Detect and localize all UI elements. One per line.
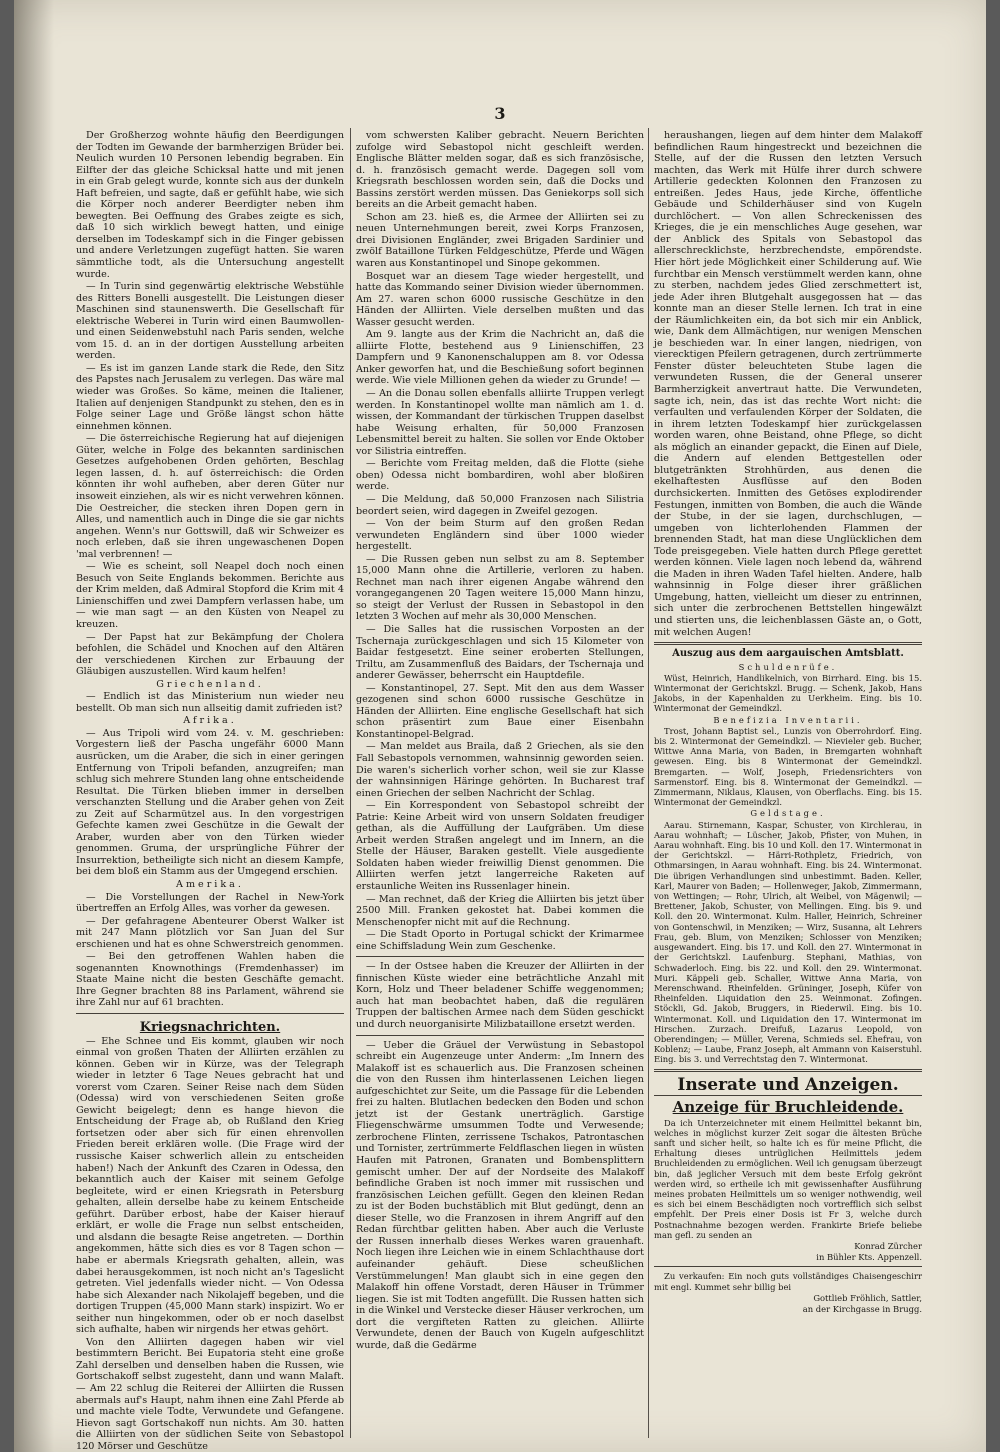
section-heading: Amerika. <box>176 879 244 890</box>
column-rule <box>350 128 351 1438</box>
article-paragraph: — Von der beim Sturm auf den großen Redan verwundeten Engländern sind über 1000 wieder hergestellt. <box>356 518 644 553</box>
divider <box>76 1013 344 1014</box>
article-paragraph: heraushangen, liegen auf dem hinter dem Malakoff befindlichen Raum hingestreckt und bezeichnen die Stelle, auf der die Russen den letzten Versuch machten, das Werk mit Hülfe ihrer durch schwere Artillerie gedeckten Kolonnen den Franzosen zu entreißen. Jedes Haus, jede Kirche, öffentliche Gebäude und Schilderhäuser sind von Kugeln durchlöchert. — Von allen Schreckenissen des Krieges, die je ein menschliches Auge gesehen, war der Anblick des Spitals von Sebastopol das allerschrecklichste, herzbrechendste, empörendste. Hier hört jede Möglichkeit einer Schilderung auf. Wie furchtbar ein Mensch verstümmelt werden kann, ohne zu sterben, nachdem jedes Glied zerschmettert ist, jede Ader ihren Blutgehalt ausgegossen hat — das konnte man an dieser Stelle lernen. Ich trat in eine der Räumlichkeiten ein, da bot sich mir ein Anblick, wie, Dank dem Allmächtigen, nur wenigen Menschen je beschieden war. In einer langen, niedrigen, von vierecktigen Pfeilern getragenen, durch zertrümmerte Fenster düster beleuchteten Stube lagen die verwundeten Russen, die der General unserer Barmherzigkeit anvertraut hatte. Die Verwundeten, sagte ich, nein, das ist das rechte Wort nicht: die verfaulten und verfaulenden Körper der Soldaten, die in ihrem letzten Todeskampf hier zurückgelassen worden waren, ohne Beistand, ohne Pflege, so dicht als möglich an einander gepackt, die Einen auf Diele, die Andern auf elenden Bettgestellen oder blutgetränkten Strohhürden, aus denen die ekelhaftesten Ausflüsse auf den Boden durchsickerten. Inmitten des Getöses explodirender Festungen, inmitten von Bomben, die auch die Wände der Stube, in der sie lagen, durchschlugen, — umgeben von lichterlohenden Flammen der brennenden Stadt, hat man diese Unglücklichen dem Tode preisgegeben. Viele hatten durch Pflege gerettet werden können. Viele lagen noch lebend da, während die Maden in ihren Waden Tafel hielten. Andere, halb wahnsinnig in Folge dieser ihrer gräßlichen Umgebung, hatten, vielleicht um dieser zu entrinnen, sich unter die zerbrochenen Bettstellen hingewälzt und stierten uns, die leichenblassen Gäste an, o Gott, mit welchen Augen! <box>654 130 922 638</box>
article-paragraph: — An die Donau sollen ebenfalls alliirte Truppen verlegt werden. In Konstantinopel wollte man nämlich am 1. d. wissen, der Kommandant der türkischen Truppen daselbst habe Weisung erhalten, für 50,000 Franzosen Lebensmittel bereit zu halten. Sie sollen vor Ende Oktober vor Silistria eintreffen. <box>356 388 644 457</box>
divider <box>356 1035 644 1036</box>
article-paragraph: — Die österreichische Regierung hat auf diejenigen Güter, welche in Folge des bekannten sardinischen Gesetzes aufgehobenen Orden gehörten, Beschlag legen lassen, d. h. auf österreichisch: die Orden könnten ihr wohl aufheben, aber deren Güter nur insoweit einziehen, als wir es nicht verwehren können. Die Oestreicher, die stecken ihren Dopen gern in Alles, und namentlich auch in Dinge die sie gar nichts angehen. Wenn's nur Gottswill, daß wir Schweizer es noch erleben, daß sie ihren ungewaschenen Dopen 'mal verbrennen! — <box>76 433 344 560</box>
newspaper-page <box>14 0 986 1452</box>
subsection-heading: Geldstage. <box>750 808 826 819</box>
article-paragraph: — Endlich ist das Ministerium nun wieder neu bestellt. Ob man sich nun allseitig damit zufrieden ist? <box>76 691 344 714</box>
advertisement-text: Da ich Unterzeichneter mit einem Heilmittel bekannt bin, welches in möglichst kurzer Zeit sogar die ältesten Brüche sanft und sicher heilt, so halte ich es für meine Pflicht, die Erhaltung dieses untrüglichen Heilmittels jedem Bruchleidenden zu ermöglichen. Weil ich genugsam überzeugt bin, daß jeglicher Versuch mit dem beste Erfolg gekrönt werden wird, so ertheile ich mit gewissenhafter Ausführung meines probaten Heilmittels um so weniger nothwendig, weil es sich bei einem Beschädigten noch vortrefflich sich selbst empfehlt. Der Preis einer Dosis ist Fr 3, welche durch Postnachnahme bezogen werden. Frankirte Briefe beliebe man gefl. zu senden an <box>654 1117 922 1240</box>
advertiser-name: Konrad Zürcher <box>854 1241 922 1252</box>
article-paragraph: — Die Russen geben nun selbst zu am 8. September 15,000 Mann ohne die Artillerie, verloren zu haben. Rechnet man nach ihrer eigenen Angabe während den vorangegangenen 20 Tagen weitere 15,000 Mann hinzu, so steigt der Verlust der Russen in Sebastopol in den letzten 3 Wochen auf mehr als 30,000 Menschen. <box>356 553 644 623</box>
article-paragraph: Der Großherzog wohnte häufig den Beerdigungen der Todten im Gewande der barmherzigen Brüder bei. Neulich wurden 10 Personen lebendig begraben. Ein Eilfter der das gleiche Schicksal hatte und mit jenen in ein Grab gelegt wurde, konnte sich aus der dunkeln Haft befreien, und sagte, daß er gefühlt habe, wie sich die Körper noch anderer Beerdigter neben ihm bewegten. Bei Oeffnung des Grabes zeigte es sich, daß 10 sich wirklich bewegt hatten, und einige derselben im Todeskampf sich in die Finger gebissen und andere Verletzungen zugefügt hatten. Sie waren sämmtliche todt, als die Untersuchung angestellt wurde. <box>76 130 344 280</box>
article-paragraph: Bosquet war an diesem Tage wieder hergestellt, und hatte das Kommando seiner Division wieder übernommen. Am 27. waren schon 6000 russische Geschütze in den Händen der Alliirten. Viele derselben mußten und das Wasser gesucht werden. <box>356 270 644 328</box>
notice-text: Aarau. Stirnemann, Kaspar, Schuster, von Kirchlerau, in Aarau wohnhaft; — Lüscher, Jakob, Pfister, von Muhen, in Aarau wohnhaft. Eing. bis 10 und Koll. den 17. Wintermonat in der Gerichtskzl. — Härri-Rothpletz, Friedrich, von Othmarsingen, in Aarau wohnhaft. Eing. bis 24. Wintermonat. Die übrigen Verhandlungen sind unbestimmt. Baden. Keller, Karl, Maurer von Baden; — Hollenweger, Jakob, Zimmermann, von Wettingen; — Rohr, Ulrich, alt Weibel, von Mägenwil; — Brettener, Jakob, Schuster, von Mellingen. Eing. bis 9. und Koll. den 20. Wintermonat. Kulm. Haller, Heinrich, Schreiner von Gontenschwil, in Menziken; — Wirz, Susanna, alt Lehrers Frau, geb. Blum, von Menziken; Schlosser von Menziken; ausgewandert. Eing. bis 17. und Koll. den 27. Wintermonat in der Gerichtskzl. Laufenburg. Stephani, Mathias, von Schwaderloch. Eing. bis 22. und Koll. den 29. Wintermonat. Muri. Käppeli geb. Schaller, Wittwe Anna Maria, von Merenschwand. Rheinfelden. Grüninger, Joseph, Küfer von Rheinfelden. Liquidation den 25. Weinmonat. Zofingen. Stöckli, Gd. Jakob, Bruggers, in Riederwil. Eing. bis 10. Wintermonat. Koll. und Liquidation den 17. Wintermonat im Hirschen. Zurzach. Dreifuß, Lazarus Leopold, von Oberendingen; — Müller, Verena, Schmieds sel. Ehefrau, von Koblenz; — Laube, Franz Joseph, alt Ammann von Kaiserstuhl. Eing. bis 3. und Verrechtstag den 7. Wintermonat. <box>654 819 922 1065</box>
page-fold-shadow <box>14 0 54 1452</box>
article-paragraph: Am 9. langte aus der Krim die Nachricht an, daß die alliirte Flotte, bestehend aus 9 Linienschiffen, 23 Dampfern und 9 Kanonenschaluppen am 8. vor Odessa Anker geworfen hat, und die Beschießung sofort beginnen werde. Wie viele Millionen gehen da wieder zu Grunde! — <box>356 329 644 387</box>
section-heading: Afrika. <box>183 715 237 727</box>
advertiser-place: an der Kirchgasse in Brugg. <box>802 1304 922 1315</box>
page-number: 3 <box>494 104 506 123</box>
article-paragraph: — Man rechnet, daß der Krieg die Alliirten bis jetzt über 2500 Mill. Franken gekostet hat. Dabei kommen die Menschenopfer nicht mit auf die Rechnung. <box>356 893 644 928</box>
subsection-heading: Schuldenrüfe. <box>738 661 838 672</box>
article-paragraph: — Der gefahragene Abenteurer Oberst Walker ist mit 247 Mann plötzlich vor San Juan del Sur erschienen und hat es ohne Schwerstreich genommen. <box>76 915 344 950</box>
section-title: Kriegsnachrichten. <box>139 1020 281 1036</box>
article-paragraph: — Berichte vom Freitag melden, daß die Flotte (siehe oben) Odessa nicht bombardiren, wohl aber bloßiren werde. <box>356 458 644 493</box>
notice-text: Wüst, Heinrich, Handlikelnich, von Birrhard. Eing. bis 15. Wintermonat der Gerichtskzl. Brugg. — Schenk, Jakob, Hans Jakobs, in der Kapenhalden zu Uerkheim. Eing. bis 10. Wintermonat der Gemeindkzl. <box>654 672 922 714</box>
section-title: Auszug aus dem aargauischen Amtsblatt. <box>672 648 904 660</box>
advertisement-text: Zu verkaufen: Ein noch guts vollständiges Chaisengeschirr mit engl. Kummet sehr billig bei <box>654 1271 922 1292</box>
article-paragraph: — In Turin sind gegenwärtig elektrische Webstühle des Ritters Bonelli ausgestellt. Die Leistungen dieser Maschinen sind staunenswerth. Die Gesellschaft für elektrische Weberei in Turin wird einen Baumwollen- und einen Seidenwebstuhl nach Paris senden, welche vom 15. d. an in der dortigen Ausstellung arbeiten werden. <box>76 281 344 362</box>
divider <box>654 1266 922 1267</box>
article-paragraph: — Die Stadt Oporto in Portugal schickt der Krimarmee eine Schiffsladung Wein zum Geschenke. <box>356 929 644 952</box>
subsection-heading: Benefizia Inventarii. <box>713 714 863 725</box>
article-paragraph: — Konstantinopel, 27. Sept. Mit den aus dem Wasser gezogenen sind schon 6000 russische Geschütze in Händen der Alliirten. Eine englische Gesellschaft hat sich schon präsentirt zum Baue einer Eisenbahn Konstantinopel-Belgrad. <box>356 682 644 740</box>
article-paragraph: — Aus Tripoli wird vom 24. v. M. geschrieben: Vorgestern ließ der Pascha ungefähr 6000 Mann ausrücken, um die Araber, die sich in einer geringen Entfernung von Tripoli befanden, anzugreifen; man schlug sich mehrere Stunden lang ohne entscheidende Resultat. Die Türken blieben immer in derselben verschanzten Stellung und die Araber gehen von Zeit zu Zeit auf Scharmützel aus. In den vorgestrigen Gefechte kamen zwei Geschütze in die Gewalt der Araber, wurden aber von den Türken wieder genommen. Gruma, der ursprüngliche Führer der Insurrektion, betheiligte sich nicht an diesem Kampfe, bei dem bloß ein Stamm aus der Umgegend erschien. <box>76 727 344 878</box>
divider <box>654 642 922 645</box>
article-paragraph: — Ehe Schnee und Eis kommt, glauben wir noch einmal von großen Thaten der Alliirten erzählen zu können. Geben wir in Kürze, was der Telegraph wieder in letzter 6 Tage Neues gebracht hat und vorerst vom Czaren. Seiner Reise nach dem Süden (Odessa) wird von verschiedenen Seiten große Gewicht beigelegt; denn es hange hievon die Entscheidung der Frage ab, ob Rußland den Krieg fortsetzen oder aber sich für einen ehrenvollen Frieden bereit erklären wolle. (Die Frage wird der russische Kaiser schwerlich allein zu entscheiden haben!) Nach der Ankunft des Czaren in Odessa, den bekanntlich auch der Kaiser mit seinem Gefolge begleitete, wird er einen Kriegsrath in Petersburg gehalten, allein derselbe habe zu keinem Entscheide geführt. Darüber erbost, habe der Kaiser hierauf erklärt, er wolle die Frage nun selbst entscheiden, und alsdann die besagte Reise angetreten. — Dorthin angekommen, hätte sich dies es vor 8 Tagen schon — habe er abermals Kriegsrath gehalten, allein, was dabei herausgekommen, ist noch nicht an's Tageslicht getreten. Viel jedenfalls wieder nicht. — Von Odessa habe sich Alexander nach Nikolajeff begeben, und die dortigen Truppen (45,000 Mann stark) inspizirt. Wo er seither nun hingekommen, oder ob er noch daselbst sich aufhalte, haben wir nirgends her etwas gehört. <box>76 1035 344 1336</box>
article-paragraph: — Man meldet aus Braila, daß 2 Griechen, als sie den Fall Sebastopols vernommen, wahnsinnig geworden seien. Die waren's sicherlich vorher schon, weil sie zur Klasse der wahnsinnigen Häringe gehörten. In Bucharest traf einen Griechen der selben Nachricht der Schlag. <box>356 741 644 799</box>
article-paragraph: vom schwersten Kaliber gebracht. Neuern Berichten zufolge wird Sebastopol nicht geschleift werden. Englische Blätter melden sogar, daß es sich französische, d. h. französisch gemacht werde. Dagegen soll vom Kriegsrath beschlossen worden sein, daß die Docks und Bassins zerstört werden müssen. Das Geniekorps soll sich bereits an die Arbeit gemacht haben. <box>356 130 644 211</box>
article-paragraph: — Bei den getroffenen Wahlen haben die sogenannten Knownothings (Fremdenhasser) im Staate Maine nicht die besten Geschäfte gemacht. Ihre Gegner brachten 88 ins Parlament, während sie ihre Zahl nur auf 61 brachten. <box>76 951 344 1009</box>
advertiser-place: in Bühler Kts. Appenzell. <box>816 1252 922 1263</box>
column-3 <box>654 130 922 1440</box>
divider <box>654 1069 922 1072</box>
article-paragraph: — Der Papst hat zur Bekämpfung der Cholera befohlen, die Schädel und Knochen auf den Altären der verschiedenen Kirchen zur Erbauung der Gläubigen auszustellen. Wird kaum helfen! <box>76 631 344 678</box>
article-paragraph: — Wie es scheint, soll Neapel doch noch einen Besuch von Seite Englands bekommen. Berichte aus der Krim melden, daß Admiral Stopford die Krim mit 4 Linienschiffen und zwei Dampfern verlassen habe, um — wie man sagt — an den Küsten von Neapel zu kreuzen. <box>76 561 344 630</box>
column-rule <box>648 128 649 1438</box>
article-paragraph: Von den Alliirten dagegen haben wir viel bestimmtern Bericht. Bei Eupatoria steht eine große Zahl derselben und denselben haben die Russen, wie Gortschakoff selbst zugesteht, dann und wann Malaft. — Am 22 schlug die Reiterei der Alliirten die Russen abermals auf's Haupt, nahm ihnen eine Zahl Pferde ab und machte viele Todte, Verwundete und Gefangene. Hievon sagt Gortschakoff nun nichts. Am 30. hatten die Alliirten von der südlichen Seite von Sebastopol 120 Mörser und Geschütze <box>76 1336 344 1452</box>
section-heading: Griechenland. <box>156 678 264 690</box>
article-paragraph: Schon am 23. hieß es, die Armee der Alliirten sei zu neuen Unternehmungen bereit, zwei Korps Franzosen, drei Divisionen Engländer, zwei Brigaden Sardinier und zwölf Bataillone Türken Feldgeschütze, Pferde und Wägen waren aus Konstantinopel und Sinope gekommen. <box>356 211 644 270</box>
divider <box>356 956 644 957</box>
advertisement-title: Anzeige für Bruchleidende. <box>672 1098 904 1117</box>
inserate-heading: Inserate und Anzeigen. <box>677 1074 899 1095</box>
divider <box>654 1095 922 1096</box>
column-2 <box>356 130 644 1440</box>
article-paragraph: — In der Ostsee haben die Kreuzer der Alliirten in der finnischen Küste wieder eine beträchtliche Anzahl mit Korn, Holz und Theer beladener Schiffe weggenommen; auch hat man beobachtet haben, daß die regulären Truppen der baltischen Armee nach dem Süden geschickt und durch neuorganisirte Milizbataillone ersetzt werden. <box>356 961 644 1031</box>
article-paragraph: — Ein Korrespondent von Sebastopol schreibt der Patrie: Keine Arbeit wird von unsern Soldaten freudiger gethan, als die Auffüllung der Laufgräben. Um diese Arbeit werden Straßen angelegt und im Innern, an die Stelle der Häuser, Baraken gestellt. Viele ausgediente Soldaten haben wieder freiwillig Dienst genommen. Die Alliirten werfen jetzt langerreiche Raketen auf erstaunliche Weiten ins Russenlager hinein. <box>356 800 644 892</box>
column-1 <box>76 130 344 1452</box>
notice-text: Trost, Johann Baptist sel., Lunzis von Oberrohrdorf. Eing. bis 2. Wintermonat der Gemeindkzl. — Nievieler geb. Bucher, Wittwe Anna Maria, von Baden, in Bremgarten wohnhaft gewesen. Eing. bis 8 Wintermonat der Gemeindkzl. Bremgarten. — Wolf, Joseph, Friedensrichters von Sarmenstorf. Eing. bis 8. Wintermonat der Gemeindkzl. — Zimmermann, Niklaus, Klausen, von Oberflachs. Eing. bis 15. Wintermonat der Gemeindkzl. <box>654 725 922 808</box>
article-paragraph: — Ueber die Gräuel der Verwüstung in Sebastopol schreibt ein Augenzeuge unter Anderm: „Im Innern des Malakoff ist es schauerlich aus. Die Franzosen scheinen die von den Russen ihm hinterlassenen Leichen liegen aufgeschichtet zur Seite, um die Passage für die Lebenden frei zu halten. Blutlachen bedecken den Boden und schon jetzt ist der Gestank unerträglich. Garstige Fliegenschwärme umsummen Todte und Verwesende; zerbrochene Flinten, zerrissene Tschakos, Patrontaschen und Tornister, zertrümmerte Feldflaschen liegen in wüsten Haufen mit Patronen, Granaten und Bombensplittern gemischt umher. Der auf der Nordseite des Malakoff befindliche Graben ist noch immer mit russischen und französischen Leichen gefüllt. Gegen den kleinen Redan zu ist der Boden buchstäblich mit Blut gedüngt, denn an dieser Stelle, wo die Franzosen in ihrem Angriff auf den Redan fürchtbar gelitten haben. Aber auch die Verluste der Russen innerhalb dieses Werkes waren grauenhaft. Noch liegen ihre Leichen wie in einem Schlachthause dort aufeinander gehäuft. Diese scheußlichen Verstümmelungen! Man glaubt sich in eine gegen den Malakoff hin offene Vorstadt, deren Häuser in Trümmer liegen. Sie ist mit Todten angefüllt. Die Russen hatten sich in die Winkel und Verstecke dieser Häuser verkrochen, um dort die vergifteten Ratten zu gleichen. Alliirte Verwundete, denen der Bauch von Kugeln aufgeschlitzt wurde, daß die Gedärme <box>356 1039 644 1351</box>
article-paragraph: — Die Salles hat die russischen Vorposten an der Tschernaja zurückgeschlagen und sich 15 Kilometer von Baidar festgesetzt. Eine seiner eroberten Stellungen, Triltu, am Zusammenfluß des Baidars, der Tschernaja und anderer Gewässer, beherrscht ein Hauptdefile. <box>356 623 644 682</box>
article-paragraph: — Die Vorstellungen der Rachel in New-York übertreffen an Erfolg Alles, was vorher da gewesen. <box>76 891 344 915</box>
article-paragraph: — Es ist im ganzen Lande stark die Rede, den Sitz des Papstes nach Jerusalem zu verlegen. Das wäre mal wieder was Großes. So käme, meinen die Italiener, Italien auf denjenigen Standpunkt zu stehen, den es in Folge seiner Lage und Größe längst schon hätte einnehmen können. <box>76 362 344 432</box>
advertiser-name: Gottlieb Fröhlich, Sattler, <box>813 1292 922 1303</box>
article-paragraph: — Die Meldung, daß 50,000 Franzosen nach Silistria beordert seien, wird dagegen in Zweifel gezogen. <box>356 493 644 517</box>
